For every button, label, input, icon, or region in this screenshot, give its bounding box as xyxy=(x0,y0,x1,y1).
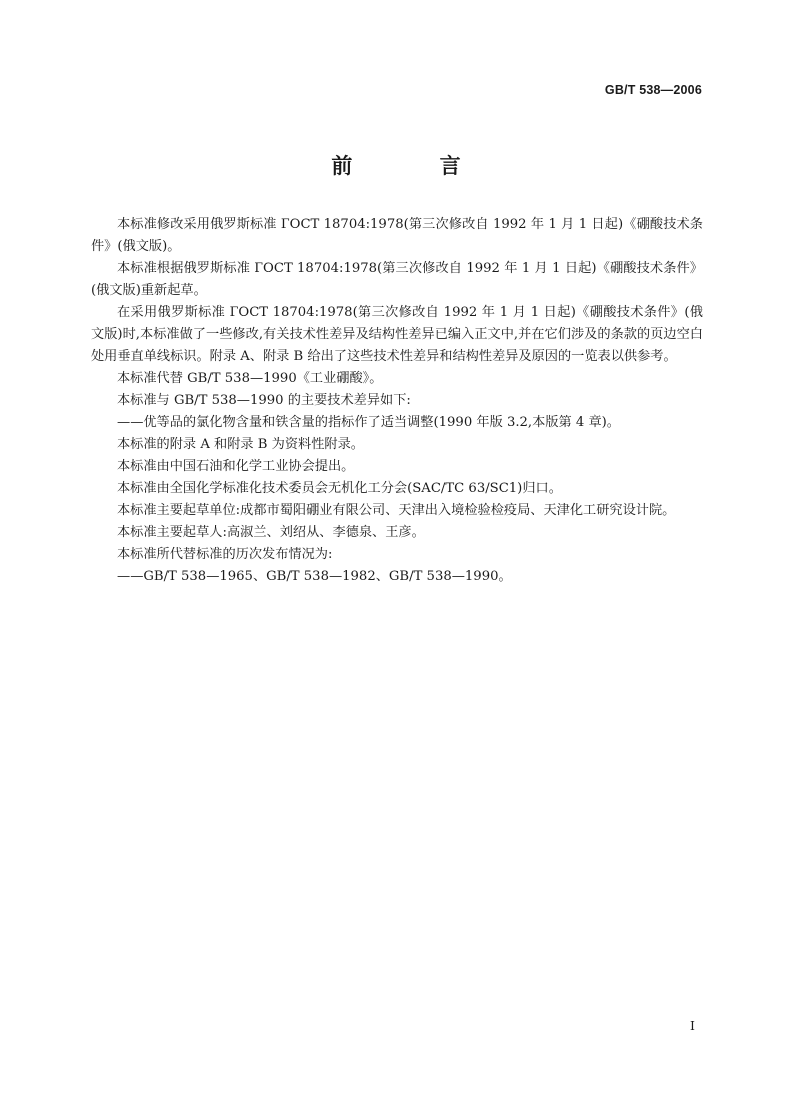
paragraph-adoption: 本标准修改采用俄罗斯标准 ГОСТ 18704:1978(第三次修改自 1992 年 1 月 1 日起)《硼酸技术条件》(俄文版)。 xyxy=(91,217,703,254)
paragraph-centralized-by: 本标准由全国化学标准化技术委员会无机化工分会(SAC/TC 63/SC1)归口。 xyxy=(117,481,562,496)
paragraph-main-differences: 本标准与 GB/T 538—1990 的主要技术差异如下: xyxy=(117,393,411,408)
paragraph-drafting-units: 本标准主要起草单位:成都市蜀阳硼业有限公司、天津出入境检验检疫局、天津化工研究设计院。 xyxy=(117,503,676,518)
paragraph-drafters: 本标准主要起草人:高淑兰、刘绍从、李德泉、王彦。 xyxy=(117,525,425,540)
paragraph-annexes: 本标准的附录 A 和附录 B 为资料性附录。 xyxy=(117,437,364,452)
foreword-body xyxy=(91,214,703,588)
paragraph-drafting-basis: 本标准根据俄罗斯标准 ГОСТ 18704:1978(第三次修改自 1992 年 1 月 1 日起)《硼酸技术条件》(俄文版)重新起草。 xyxy=(91,261,703,298)
list-item-difference: ——优等品的氯化物含量和铁含量的指标作了适当调整(1990 年版 3.2,本版第 4 章)。 xyxy=(117,415,620,430)
paragraph-history-intro: 本标准所代替标准的历次发布情况为: xyxy=(117,547,333,562)
page-title: 前 言 xyxy=(331,154,501,178)
paragraph-replaces: 本标准代替 GB/T 538—1990《工业硼酸》。 xyxy=(117,371,383,386)
paragraph-proposed-by: 本标准由中国石油和化学工业协会提出。 xyxy=(117,459,355,474)
paragraph-modifications: 在采用俄罗斯标准 ГОСТ 18704:1978(第三次修改自 1992 年 1 月 1 日起)《硼酸技术条件》(俄文版)时,本标准做了一些修改,有关技术性差异及结构性差异已编入正文中,并在它们涉及的条款的页边空白处用垂直单线标识。附录 A、附录 B 给出了这些技术性差异和结构性差异及原因的一览表以供参考。 xyxy=(91,305,703,364)
page-number: I xyxy=(690,1018,695,1033)
standard-code: GB/T 538—2006 xyxy=(604,83,702,97)
list-item-history: ——GB/T 538—1965、GB/T 538—1982、GB/T 538—1990。 xyxy=(117,569,512,584)
